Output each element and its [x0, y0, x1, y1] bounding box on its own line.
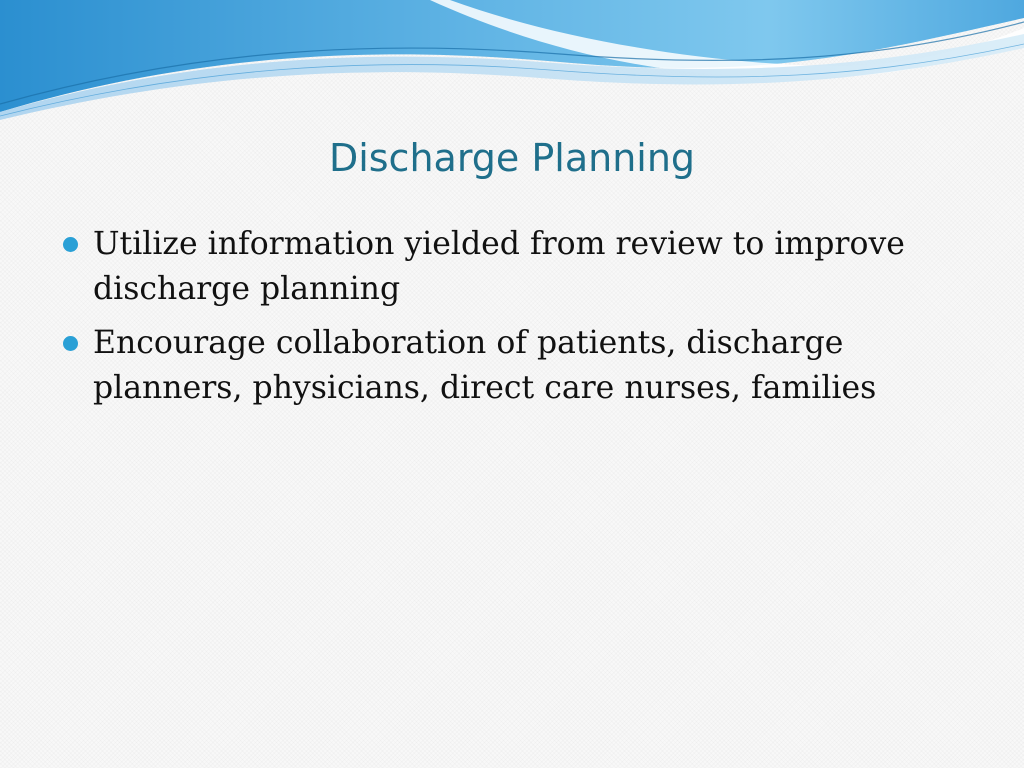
bullet-text: Utilize information yielded from review to improve discharge planning [93, 226, 905, 307]
header-wave-decoration [0, 0, 1024, 130]
bullet-dot-icon [63, 336, 78, 351]
slide-title: Discharge Planning [328, 136, 696, 180]
bullet-list [58, 222, 938, 420]
bullet-text: Encourage collaboration of patients, discharge planners, physicians, direct care nurses, families [93, 325, 877, 406]
bullet-dot-icon [63, 237, 78, 252]
bullet-item [58, 321, 938, 411]
bullet-item [58, 222, 938, 312]
